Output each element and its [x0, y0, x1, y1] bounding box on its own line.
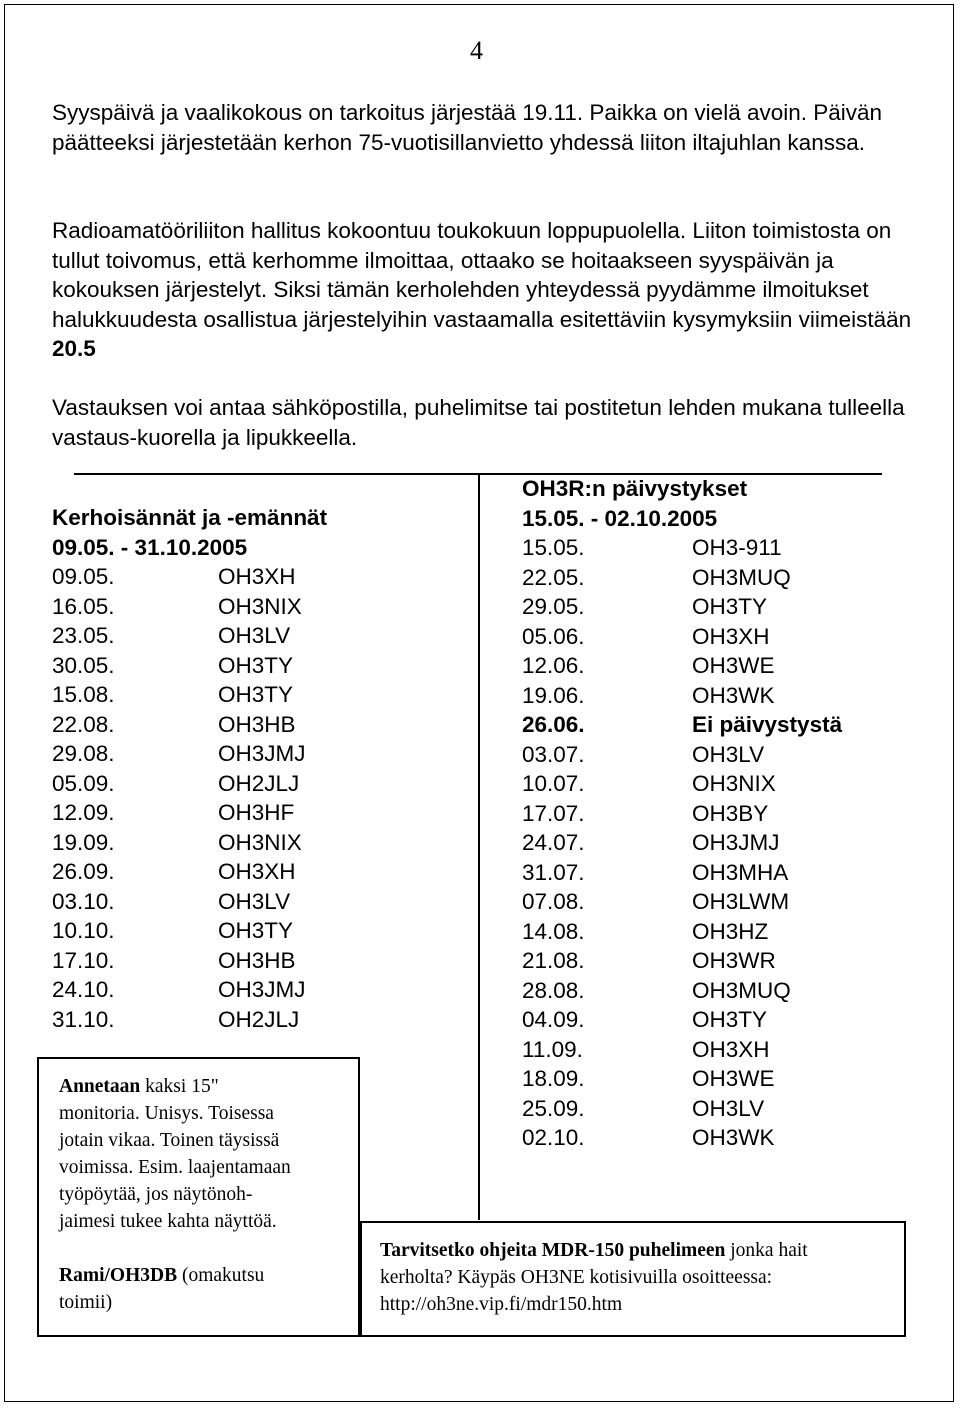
hosts-callsign: OH3HF — [218, 800, 295, 825]
hosts-date: 09.05. — [52, 564, 115, 589]
hosts-row — [52, 621, 327, 651]
hosts-row — [52, 680, 327, 710]
mdr-ad-line: jonka hait — [725, 1240, 808, 1261]
monitor-ad-signature-note: (omakutsu — [177, 1265, 265, 1286]
hosts-row — [52, 769, 327, 799]
hosts-date: 05.09. — [52, 770, 115, 796]
paragraph-reply-options: Vastauksen voi antaa sähköpostilla, puhelimitse tai postitetun lehden mukana tulleella vastaus-kuorella ja lipukkeella. — [52, 395, 905, 450]
hosts-date: 31.10. — [52, 1006, 115, 1032]
duty-row — [522, 563, 842, 593]
hosts-callsign: OH3TY — [218, 682, 294, 707]
hosts-date: 29.08. — [52, 741, 115, 766]
duty-date: 05.06. — [522, 623, 585, 649]
duty-row — [522, 1005, 842, 1035]
mdr-ad-url[interactable]: http://oh3ne.vip.fi/mdr150.htm — [380, 1294, 623, 1315]
duty-callsign: OH3WK — [692, 682, 775, 708]
hosts-callsign: OH2JLJ — [218, 1006, 300, 1032]
monitor-ad-line: jotain vikaa. Toinen täysissä — [59, 1130, 280, 1151]
paragraph-request-text: Siksi tämän kerholehden yhteydessä pyydämme ilmoitukset halukkuudesta osallistua järjestelyihin vastaamalla esitettäviin kysymyksiin viimeistään — [52, 277, 912, 332]
hosts-date: 16.05. — [52, 593, 115, 619]
hosts-row — [52, 798, 327, 828]
duty-row — [522, 887, 842, 917]
duty-callsign: OH3WR — [692, 948, 776, 973]
hosts-date: 23.05. — [52, 623, 115, 648]
duty-row — [522, 1064, 842, 1094]
duty-row — [522, 1123, 842, 1153]
monitor-ad-lead: Annetaan — [59, 1076, 141, 1097]
hosts-row — [52, 1005, 327, 1035]
hosts-row — [52, 651, 327, 681]
hosts-callsign: OH3TY — [218, 652, 294, 678]
hosts-date: 24.10. — [52, 977, 115, 1002]
duty-callsign: OH3NIX — [692, 771, 776, 796]
duty-period: 15.05. - 02.10.2005 — [522, 505, 718, 531]
hosts-date: 22.08. — [52, 711, 115, 737]
duty-callsign: OH3LV — [692, 1095, 765, 1121]
hosts-date: 19.09. — [52, 829, 115, 855]
duty-row — [522, 976, 842, 1006]
duty-callsign: OH3WE — [692, 653, 775, 678]
duty-row — [522, 740, 842, 770]
duty-callsign: OH3MHA — [692, 859, 789, 885]
hosts-callsign: OH3JMJ — [218, 977, 306, 1002]
mdr-ad-lead: Tarvitsetko ohjeita MDR-150 puhelimeen — [380, 1240, 726, 1261]
duty-date: 25.09. — [522, 1095, 585, 1121]
monitor-ad-line: työpöytää, jos näytönoh- — [59, 1184, 253, 1205]
duty-callsign: OH3LWM — [692, 889, 790, 914]
paragraph-autumn-day: Syyspäivä ja vaalikokous on tarkoitus järjestää 19.11. Paikka on vielä avoin. Päivän päätteeksi järjestetään kerhon 75-vuotisillanvietto yhdessä liiton iltajuhlan kanssa. — [52, 100, 883, 155]
duty-row — [522, 799, 842, 829]
monitor-ad-signature-name: Rami/OH3DB — [59, 1265, 178, 1286]
paragraph-deadline: 20.5 — [52, 336, 96, 361]
page-number: 4 — [470, 36, 483, 65]
hosts-schedule — [52, 503, 327, 1034]
duty-date: 31.07. — [522, 859, 585, 885]
hosts-callsign: OH3NIX — [218, 829, 302, 855]
duty-callsign: OH3WE — [692, 1066, 775, 1091]
monitor-ad-line: jaimesi tukee kahta näyttöä. — [59, 1211, 277, 1232]
duty-callsign: OH3BY — [692, 800, 769, 826]
hosts-period: 09.05. - 31.10.2005 — [52, 534, 248, 560]
duty-callsign: OH3-911 — [692, 535, 782, 560]
hosts-date: 15.08. — [52, 682, 115, 707]
duty-row — [522, 769, 842, 799]
hosts-row — [52, 887, 327, 917]
duty-row — [522, 710, 842, 740]
duty-date: 29.05. — [522, 594, 585, 619]
duty-date: 17.07. — [522, 800, 585, 826]
hosts-date: 26.09. — [52, 859, 115, 884]
duty-date: 14.08. — [522, 918, 585, 944]
hosts-row — [52, 592, 327, 622]
duty-row — [522, 946, 842, 976]
monitor-ad-signature-note: toimii) — [59, 1292, 113, 1313]
duty-date: 10.07. — [522, 771, 585, 796]
duty-callsign: OH3LV — [692, 741, 765, 767]
duty-row — [522, 533, 842, 563]
hosts-callsign: OH3XH — [218, 859, 296, 884]
duty-row — [522, 651, 842, 681]
hosts-callsign: OH3TY — [218, 918, 294, 943]
monitor-ad-line: voimissa. Esim. laajentamaan — [59, 1157, 291, 1178]
hosts-date: 03.10. — [52, 888, 115, 914]
duty-schedule — [522, 474, 842, 1153]
hosts-row — [52, 710, 327, 740]
duty-date: 15.05. — [522, 535, 585, 560]
duty-date: 03.07. — [522, 741, 585, 767]
hosts-callsign: OH3HB — [218, 947, 296, 973]
hosts-row — [52, 975, 327, 1005]
duty-date: 19.06. — [522, 682, 585, 708]
duty-callsign: OH3WK — [692, 1125, 775, 1150]
hosts-callsign: OH3HB — [218, 711, 296, 737]
duty-callsign: OH3XH — [692, 1036, 770, 1062]
duty-row — [522, 1035, 842, 1065]
hosts-date: 10.10. — [52, 918, 115, 943]
duty-callsign: OH3HZ — [692, 918, 769, 944]
monitor-ad-line: kaksi 15" — [140, 1076, 219, 1097]
duty-date: 22.05. — [522, 564, 585, 590]
paragraph-board-meeting — [52, 216, 912, 364]
duty-date: 02.10. — [522, 1125, 585, 1150]
duty-date: 04.09. — [522, 1007, 585, 1032]
duty-row — [522, 592, 842, 622]
mdr-ad-line: kerholta? Käypäs OH3NE kotisivuilla osoitteessa: — [380, 1267, 773, 1288]
duty-row — [522, 828, 842, 858]
hosts-title: Kerhoisännät ja -emännät — [52, 505, 328, 530]
duty-date: 28.08. — [522, 977, 585, 1003]
hosts-callsign: OH3JMJ — [218, 741, 306, 766]
duty-row — [522, 917, 842, 947]
duty-rows — [522, 533, 842, 1153]
duty-callsign: Ei päivystystä — [692, 712, 843, 737]
hosts-date: 30.05. — [52, 652, 115, 678]
duty-date: 24.07. — [522, 830, 585, 855]
duty-title: OH3R:n päivystykset — [522, 476, 748, 501]
hosts-callsign: OH3LV — [218, 623, 291, 648]
duty-callsign: OH3XH — [692, 623, 770, 649]
hosts-row — [52, 946, 327, 976]
hosts-callsign: OH3LV — [218, 888, 291, 914]
monitor-ad-line: monitoria. Unisys. Toisessa — [59, 1103, 274, 1124]
hosts-date: 17.10. — [52, 947, 115, 973]
duty-date: 21.08. — [522, 948, 585, 973]
duty-callsign: OH3TY — [692, 1007, 768, 1032]
hosts-row — [52, 739, 327, 769]
duty-row — [522, 622, 842, 652]
monitor-ad-signature — [59, 1262, 358, 1316]
hosts-callsign: OH3XH — [218, 564, 296, 589]
duty-row — [522, 1094, 842, 1124]
hosts-callsign: OH3NIX — [218, 593, 302, 619]
hosts-date: 12.09. — [52, 800, 115, 825]
duty-date: 12.06. — [522, 653, 585, 678]
duty-callsign: OH3MUQ — [692, 977, 791, 1003]
hosts-row — [52, 828, 327, 858]
duty-row — [522, 858, 842, 888]
mdr-ad-text — [380, 1237, 904, 1318]
duty-row — [522, 681, 842, 711]
duty-date: 26.06. — [522, 712, 585, 737]
mdr-ad-box — [360, 1221, 906, 1337]
duty-date: 18.09. — [522, 1066, 585, 1091]
monitor-ad-box — [37, 1057, 360, 1337]
duty-callsign: OH3TY — [692, 594, 768, 619]
hosts-rows — [52, 562, 327, 1034]
paragraph-board-text: Radioamatööriliiton hallitus kokoontuu toukokuun loppupuolella. Liiton toimistosta on tullut toivomus, että kerhomme ilmoittaa, ottaako se hoitaakseen syyspäivän ja kokouksen järjestelyt. — [52, 218, 892, 302]
hosts-row — [52, 562, 327, 592]
column-divider — [478, 474, 480, 1220]
monitor-ad-text — [59, 1073, 358, 1235]
duty-callsign: OH3JMJ — [692, 830, 780, 855]
duty-callsign: OH3MUQ — [692, 564, 791, 590]
duty-date: 11.09. — [522, 1036, 583, 1062]
hosts-callsign: OH2JLJ — [218, 770, 300, 796]
duty-date: 07.08. — [522, 889, 585, 914]
hosts-row — [52, 916, 327, 946]
hosts-row — [52, 857, 327, 887]
